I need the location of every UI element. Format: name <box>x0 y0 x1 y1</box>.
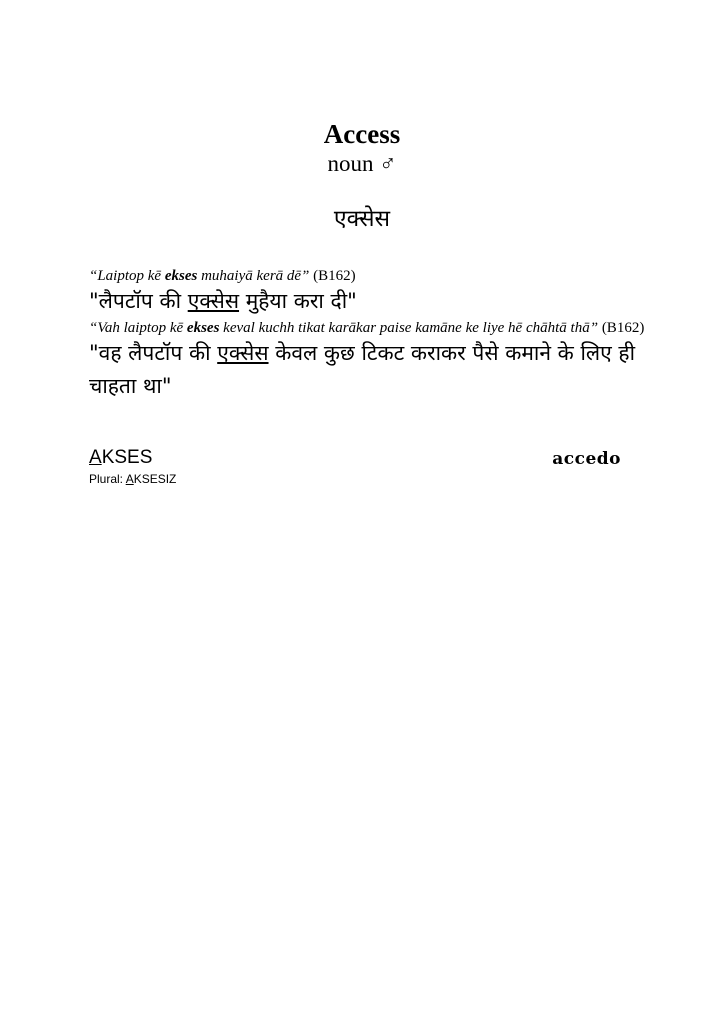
part-of-speech: noun ♂ <box>327 151 397 176</box>
headword: Access <box>323 119 401 149</box>
example-quotes <box>89 268 649 405</box>
example-roman-2: “Vah laiptop kē ekses keval kuchh tikat karākar paise kamāne ke liye hē chāhtā thā” (B162) <box>89 320 645 336</box>
example-keyword: ekses <box>186 320 220 336</box>
stressed-letter: A <box>89 447 102 468</box>
hindi-headword: एक्सेस <box>333 206 391 232</box>
plural-form: Plural: AKSESIZ <box>89 472 177 486</box>
example-keyword: ekses <box>164 268 198 284</box>
example-reference: (B162) <box>598 320 645 336</box>
example-reference: (B162) <box>309 268 356 284</box>
example-hindi-keyword: एक्सेस <box>217 341 269 365</box>
example-hindi-1: "लैपटॉप की एक्सेस मुहैया करा दी" <box>89 289 357 313</box>
example-roman-1: “Laiptop kē ekses muhaiyā kerā dē” (B162) <box>89 268 356 284</box>
example-hindi-2: "वह लैपटॉप की एक्सेस केवल कुछ टिकट कराकर पैसे कमाने के लिए ही चाहता था" <box>89 341 636 398</box>
example-hindi-keyword: एक्सेस <box>187 289 240 313</box>
transliteration: AKSES <box>89 447 153 468</box>
latin-root: accedo <box>552 449 621 469</box>
stressed-letter: A <box>125 472 134 486</box>
